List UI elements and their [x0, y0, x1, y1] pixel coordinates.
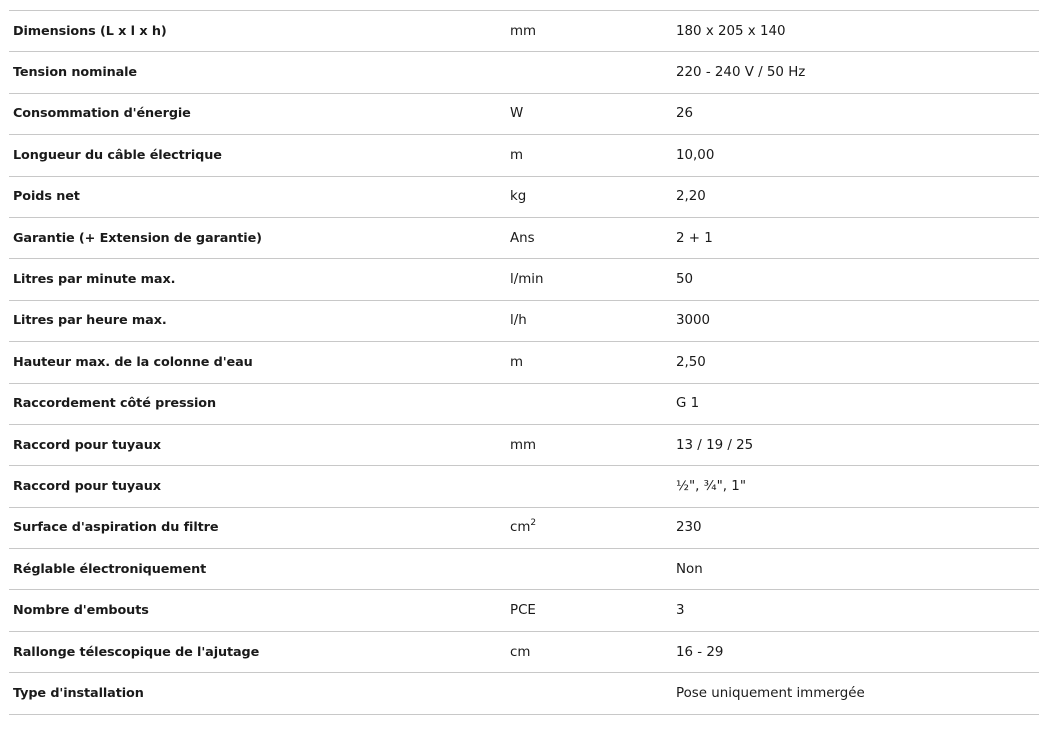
spec-value: Pose uniquement immergée — [676, 685, 865, 701]
spec-label: Raccord pour tuyaux — [13, 478, 161, 494]
spec-label: Surface d'aspiration du filtre — [13, 520, 219, 536]
spec-unit: l/min — [510, 272, 544, 288]
spec-row-cable — [9, 135, 1039, 176]
spec-value: 2,20 — [676, 189, 706, 205]
spec-row-surface-filtre — [9, 508, 1039, 549]
spec-row-raccordement — [9, 384, 1039, 425]
spec-unit: mm — [510, 23, 537, 39]
spec-table — [9, 10, 1039, 715]
spec-label: Nombre d'embouts — [13, 603, 149, 619]
spec-row-litres-heure — [9, 301, 1039, 342]
spec-label: Réglable électroniquement — [13, 561, 207, 577]
spec-row-rallonge — [9, 632, 1039, 673]
spec-value: 230 — [676, 520, 702, 536]
spec-value: ½", ¾", 1" — [676, 478, 746, 494]
spec-label: Litres par minute max. — [13, 272, 176, 288]
spec-row-installation — [9, 673, 1039, 714]
spec-value: 3 — [676, 603, 685, 619]
spec-label: Tension nominale — [13, 65, 138, 81]
spec-row-dimensions — [9, 11, 1039, 52]
spec-value: 220 - 240 V / 50 Hz — [676, 65, 806, 81]
spec-label: Raccord pour tuyaux — [13, 437, 161, 453]
spec-value: 2 + 1 — [676, 230, 713, 246]
spec-value: G 1 — [676, 396, 700, 412]
unit-superscript: 2 — [530, 517, 537, 528]
spec-row-poids — [9, 177, 1039, 218]
spec-unit: l/h — [510, 313, 527, 329]
spec-row-reglable — [9, 549, 1039, 590]
spec-row-embouts — [9, 590, 1039, 631]
spec-row-raccord-mm — [9, 425, 1039, 466]
spec-value: 3000 — [676, 313, 711, 329]
spec-label: Litres par heure max. — [13, 313, 167, 329]
spec-row-hauteur — [9, 342, 1039, 383]
spec-label: Hauteur max. de la colonne d'eau — [13, 354, 253, 370]
spec-row-litres-minute — [9, 259, 1039, 300]
spec-value: Non — [676, 561, 703, 577]
spec-unit: m — [510, 354, 524, 370]
spec-label: Type d'installation — [13, 685, 144, 701]
unit-text: cm — [510, 520, 531, 536]
spec-row-consommation — [9, 94, 1039, 135]
spec-row-raccord-pouces — [9, 466, 1039, 507]
spec-unit — [506, 517, 672, 536]
spec-label: Poids net — [13, 189, 80, 205]
spec-value: 2,50 — [676, 354, 706, 370]
spec-unit: cm — [510, 644, 531, 660]
spec-label: Rallonge télescopique de l'ajutage — [13, 644, 260, 660]
spec-value: 16 - 29 — [676, 644, 724, 660]
spec-unit: PCE — [510, 603, 536, 619]
spec-label: Raccordement côté pression — [13, 396, 217, 412]
spec-row-garantie — [9, 218, 1039, 259]
spec-label: Dimensions (L x l x h) — [13, 23, 167, 39]
spec-label: Longueur du câble électrique — [13, 147, 222, 163]
spec-value: 50 — [676, 272, 694, 288]
spec-value: 26 — [676, 106, 694, 122]
spec-label: Garantie (+ Extension de garantie) — [13, 230, 262, 246]
spec-unit: m — [510, 147, 524, 163]
spec-row-tension — [9, 52, 1039, 93]
spec-unit: mm — [510, 437, 537, 453]
spec-unit: kg — [510, 189, 527, 205]
spec-value: 10,00 — [676, 147, 715, 163]
spec-label: Consommation d'énergie — [13, 106, 191, 122]
spec-unit: Ans — [510, 230, 535, 246]
spec-unit: W — [510, 106, 524, 122]
spec-value: 13 / 19 / 25 — [676, 437, 754, 453]
spec-value: 180 x 205 x 140 — [676, 23, 786, 39]
